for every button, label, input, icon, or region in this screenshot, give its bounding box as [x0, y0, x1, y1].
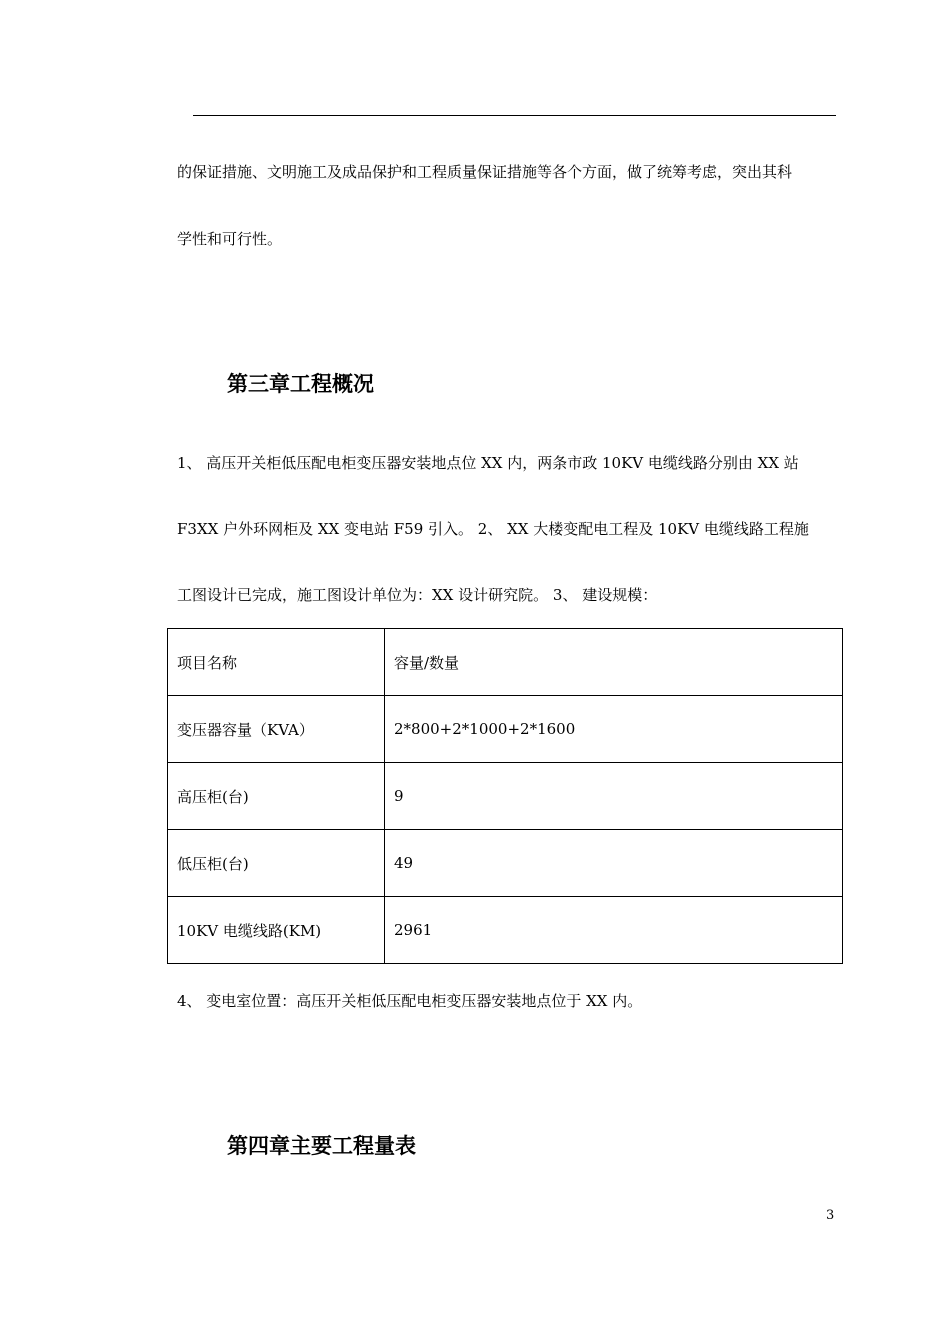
table-cell: 变压器容量（KVA）: [168, 696, 385, 763]
table-row: [168, 696, 843, 763]
table-cell: 49: [385, 830, 843, 897]
table-cell: 10KV 电缆线路(KM): [168, 897, 385, 964]
chapter-4-title: 第四章主要工程量表: [227, 1134, 416, 1158]
table-row: [168, 897, 843, 964]
construction-scale-table: [167, 628, 843, 964]
table-cell: 2961: [385, 897, 843, 964]
table-row: [168, 763, 843, 830]
substation-location-item: 4、 变电室位置：高压开关柜低压配电柜变压器安装地点位于 XX 内。: [177, 992, 643, 1010]
intro-line-2: 学性和可行性。: [177, 230, 283, 248]
table-cell: 2*800+2*1000+2*1600: [385, 696, 843, 763]
table-header-cell: 容量/数量: [385, 629, 843, 696]
chapter-3-title: 第三章工程概况: [227, 372, 374, 396]
overview-line-3: 工图设计已完成，施工图设计单位为：XX 设计研究院。 3、 建设规模：: [177, 586, 658, 604]
table-cell: 9: [385, 763, 843, 830]
overview-line-2: F3XX 户外环网柜及 XX 变电站 F59 引入。 2、 XX 大楼变配电工程及 10KV 电缆线路工程施: [177, 520, 809, 538]
overview-line-1: 1、 高压开关柜低压配电柜变压器安装地点位 XX 内，两条市政 10KV 电缆线路分别由 XX 站: [177, 454, 799, 472]
table-header-row: [168, 629, 843, 696]
intro-line-1: 的保证措施、文明施工及成品保护和工程质量保证措施等各个方面，做了统筹考虑，突出其科: [177, 163, 793, 181]
page-number: 3: [826, 1208, 835, 1223]
header-rule: [193, 115, 836, 116]
table-row: [168, 830, 843, 897]
table-cell: 高压柜(台): [168, 763, 385, 830]
table-header-cell: 项目名称: [168, 629, 385, 696]
table-cell: 低压柜(台): [168, 830, 385, 897]
